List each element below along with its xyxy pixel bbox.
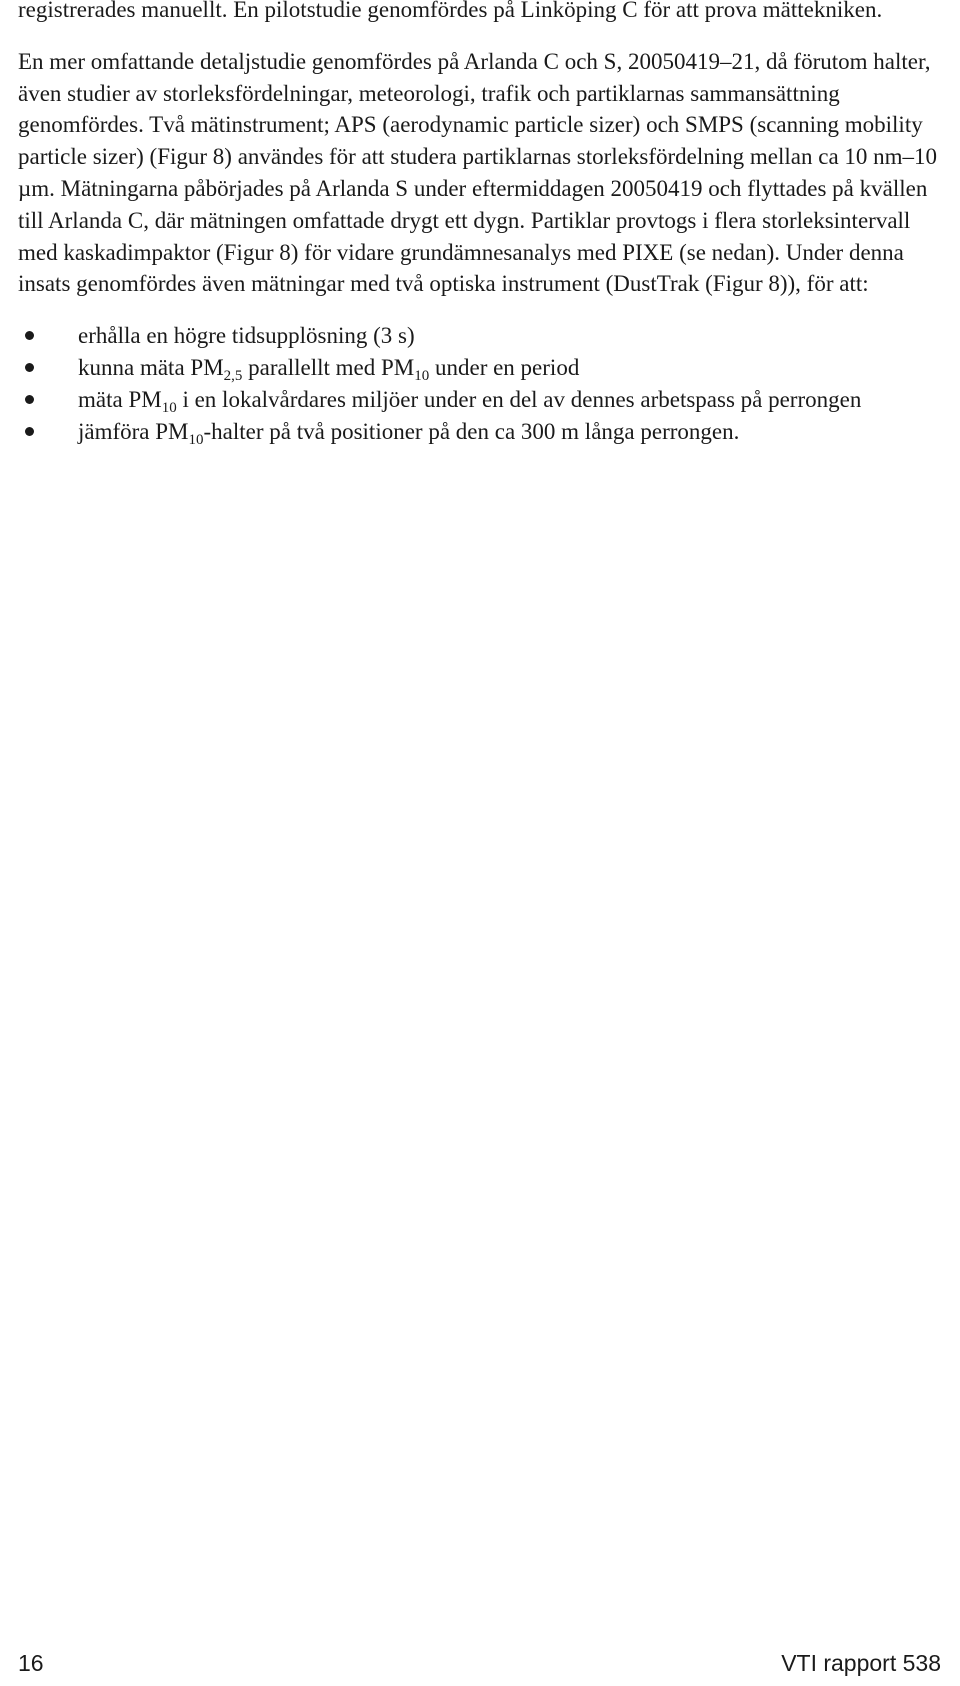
list-item-text: i en lokalvårdares miljöer under en del av dennes arbetspass på perrongen xyxy=(176,386,862,412)
list-item-text: parallellt med PM xyxy=(242,354,415,380)
page-footer xyxy=(0,1650,960,1680)
bullet-icon xyxy=(25,395,34,404)
list-item-text: mäta PM xyxy=(78,386,162,412)
list-item xyxy=(18,352,943,384)
subscript: 10 xyxy=(188,431,204,448)
subscript: 10 xyxy=(414,367,430,384)
subscript: 2,5 xyxy=(223,367,243,384)
document-body xyxy=(18,0,943,447)
list-item-text: kunna mäta PM xyxy=(78,354,224,380)
paragraph-continued: registrerades manuellt. En pilotstudie genomfördes på Linköping C för att prova mättekniken. xyxy=(18,0,883,22)
paragraph-detail-study: En mer omfattande detaljstudie genomfördes på Arlanda C och S, 20050419–21, då förutom halter, även studier av storleksfördelningar, meteorologi, trafik och partiklarnas sammansättning genomfördes. Två mätinstrument; APS (aerodynamic particle sizer) och SMPS (scanning mobility particle sizer) (Figur 8) användes för att studera partiklarnas storleksfördelning mellan ca 10 nm–10 µm. Mätningarna påbörjades på Arlanda S under eftermiddagen 20050419 och flyttades på kvällen till Arlanda C, där mätningen omfattade drygt ett dygn. Partiklar provtogs i flera storleksintervall med kaskadimpaktor (Figur 8) för vidare grundämnesanalys med PIXE (se nedan). Under denna insats genomfördes även mätningar med två optiska instrument (DustTrak (Figur 8)), för att: xyxy=(18,48,938,297)
report-name: VTI rapport 538 xyxy=(781,1650,941,1676)
list-item xyxy=(18,416,943,448)
list-item xyxy=(18,384,943,416)
bullet-icon xyxy=(25,363,34,372)
bullet-icon xyxy=(25,427,34,436)
bullet-icon xyxy=(25,331,34,340)
list-item-text: erhålla en högre tidsupplösning (3 s) xyxy=(78,323,415,349)
list-item-text: -halter på två positioner på den ca 300 m långa perrongen. xyxy=(203,418,740,444)
subscript: 10 xyxy=(161,399,177,416)
list-item-text: under en period xyxy=(429,354,580,380)
list-item xyxy=(18,320,943,352)
page-number: 16 xyxy=(18,1650,44,1676)
bullet-list xyxy=(18,320,943,447)
list-item-text: jämföra PM xyxy=(78,418,189,444)
